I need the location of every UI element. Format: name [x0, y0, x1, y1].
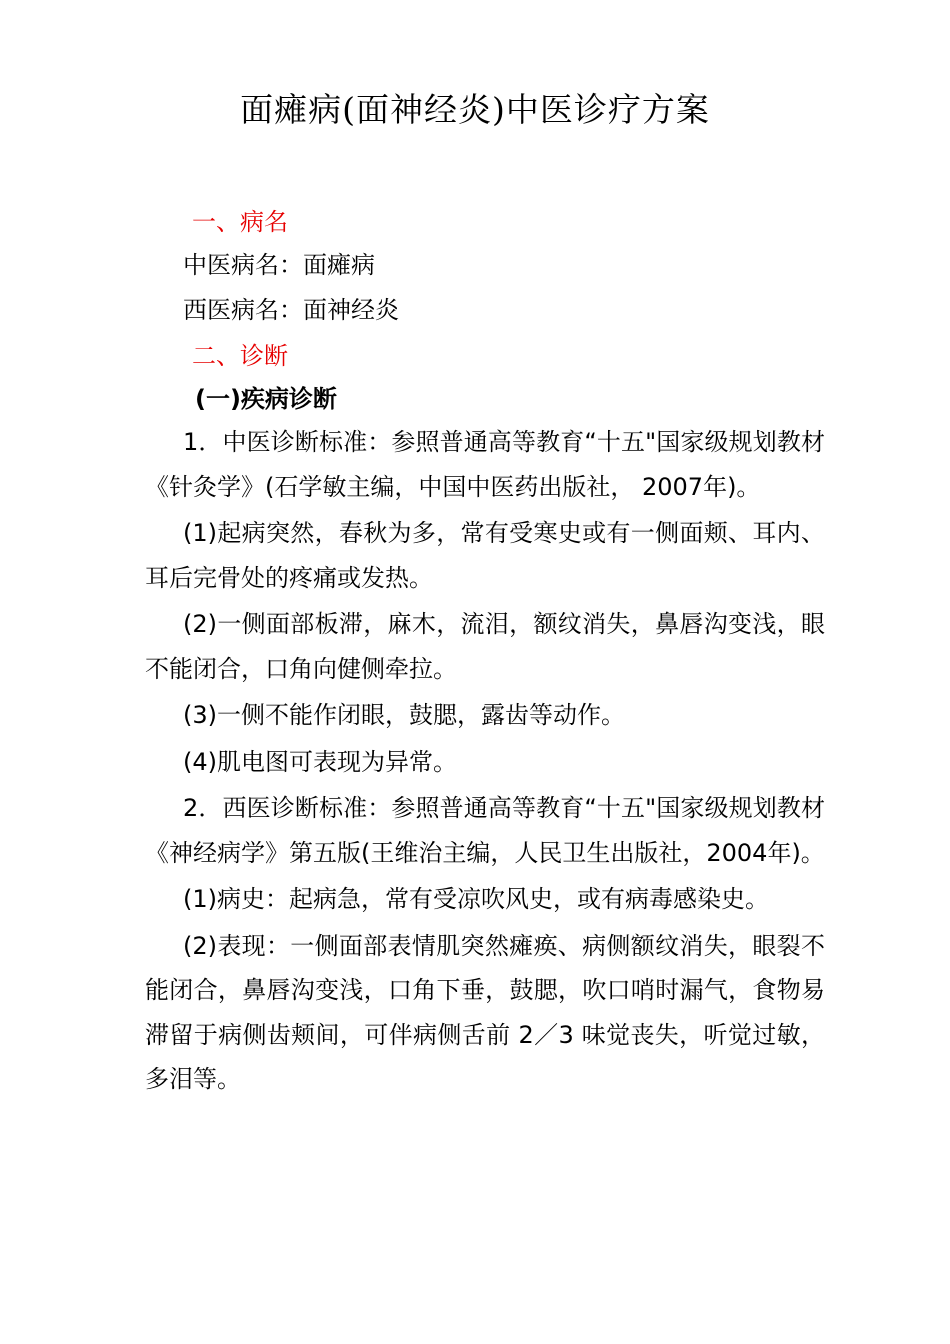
western-diagnosis-criteria: 2．西医诊断标准：参照普通高等教育“十五"国家级规划教材《神经病学》第五版(王维治主编，人民卫生出版社，2004年)。	[145, 794, 825, 867]
western-criterion-1: (1)病史：起病急，常有受凉吹风史，或有病毒感染史。	[183, 885, 769, 913]
tcm-criterion-3: (3)一侧不能作闭眼，鼓腮，露齿等动作。	[183, 701, 625, 729]
tcm-disease-name: 中医病名：面瘫病	[183, 251, 375, 279]
tcm-criterion-1: (1)起病突然，春秋为多，常有受寒史或有一侧面颊、耳内、耳后完骨处的疼痛或发热。	[145, 519, 825, 592]
section-heading-disease-name: 一、病名	[192, 208, 288, 236]
tcm-criterion-4: (4)肌电图可表现为异常。	[183, 747, 457, 776]
western-disease-name: 西医病名：面神经炎	[183, 295, 399, 324]
section-heading-diagnosis: 二、诊断	[192, 342, 288, 370]
tcm-diagnosis-criteria: 1．中医诊断标准：参照普通高等教育“十五"国家级规划教材《针灸学》(石学敏主编，中国中医药出版社， 2007年)。	[145, 428, 825, 501]
subheading-disease-diagnosis: (一)疾病诊断	[195, 385, 337, 413]
document-title: 面瘫病(面神经炎)中医诊疗方案	[240, 90, 710, 129]
tcm-criterion-2: (2)一侧面部板滞，麻木，流泪，额纹消失，鼻唇沟变浅，眼不能闭合，口角向健侧牵拉。	[145, 610, 825, 683]
western-criterion-2: (2)表现：一侧面部表情肌突然瘫痪、病侧额纹消失，眼裂不能闭合，鼻唇沟变浅，口角下垂，鼓腮，吹口哨时漏气，食物易滞留于病侧齿颊间，可伴病侧舌前 2／3 味觉丧失，听觉过敏，多泪等。	[145, 931, 825, 1093]
document-body	[145, 200, 825, 1102]
